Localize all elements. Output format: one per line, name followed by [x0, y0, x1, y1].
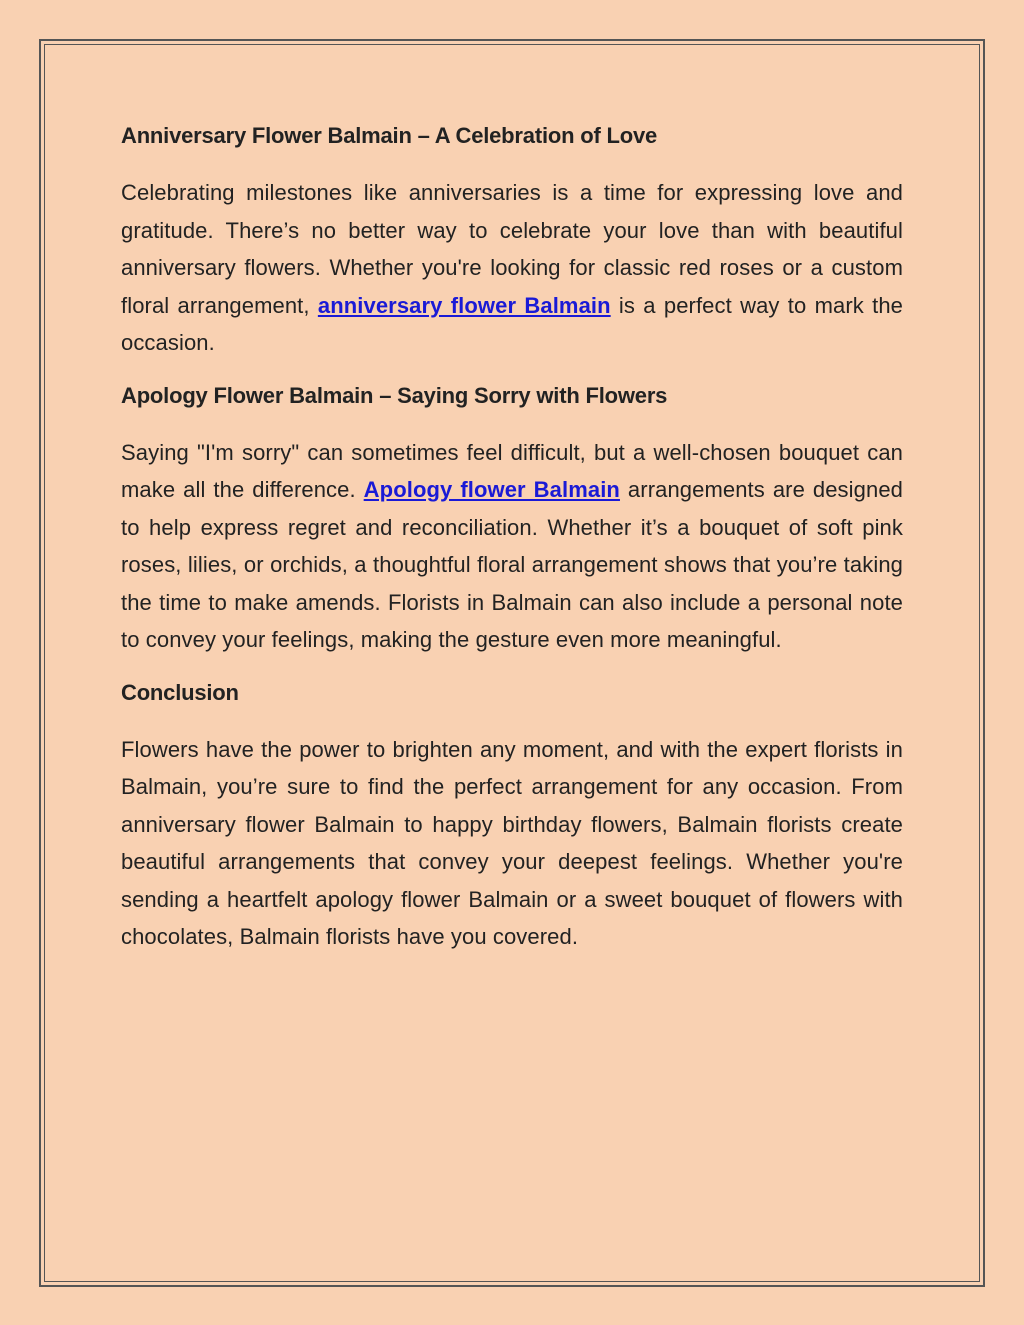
- paragraph-apology: [121, 434, 903, 659]
- document-body: [121, 118, 903, 972]
- paragraph-anniversary-text-2: is a perfect way to mark the occasion.: [121, 292, 903, 355]
- paragraph-conclusion: Flowers have the power to brighten any moment, and with the expert florists in Balmain, you’re sure to find the perfect arrangement for any occasion. From anniversary flower Balmain to happy birthday flowers, Balmain florists create beautiful arrangements that convey your deepest feelings. Whether you're sending a heartfelt apology flower Balmain or a sweet bouquet of flowers with chocolates, Balmain florists have you covered.: [121, 736, 903, 949]
- heading-apology: Apology Flower Balmain – Saying Sorry with Flowers: [121, 382, 668, 408]
- paragraph-anniversary-text-1: Celebrating milestones like anniversaries is a time for expressing love and gratitude. There’s no better way to celebrate your love than with beautiful anniversary flowers. Whether you're looking for classic red roses or a custom floral arrangement,: [121, 180, 903, 318]
- heading-conclusion: Conclusion: [121, 679, 239, 705]
- heading-anniversary: Anniversary Flower Balmain – A Celebration of Love: [121, 123, 658, 148]
- paragraph-anniversary: [121, 174, 903, 362]
- anniversary-flower-link[interactable]: anniversary flower Balmain: [317, 292, 611, 318]
- apology-flower-link[interactable]: Apology flower Balmain: [363, 477, 620, 502]
- paragraph-apology-text-1: Saying "I'm sorry" can sometimes feel difficult, but a well-chosen bouquet can make all the difference.: [121, 439, 903, 502]
- paragraph-apology-text-2: arrangements are designed to help express regret and reconciliation. Whether it’s a bouquet of soft pink roses, lilies, or orchids, a thoughtful floral arrangement shows that you’re taking the time to make amends. Florists in Balmain can also include a personal note to convey your feelings, making the gesture even more meaningful.: [121, 477, 903, 652]
